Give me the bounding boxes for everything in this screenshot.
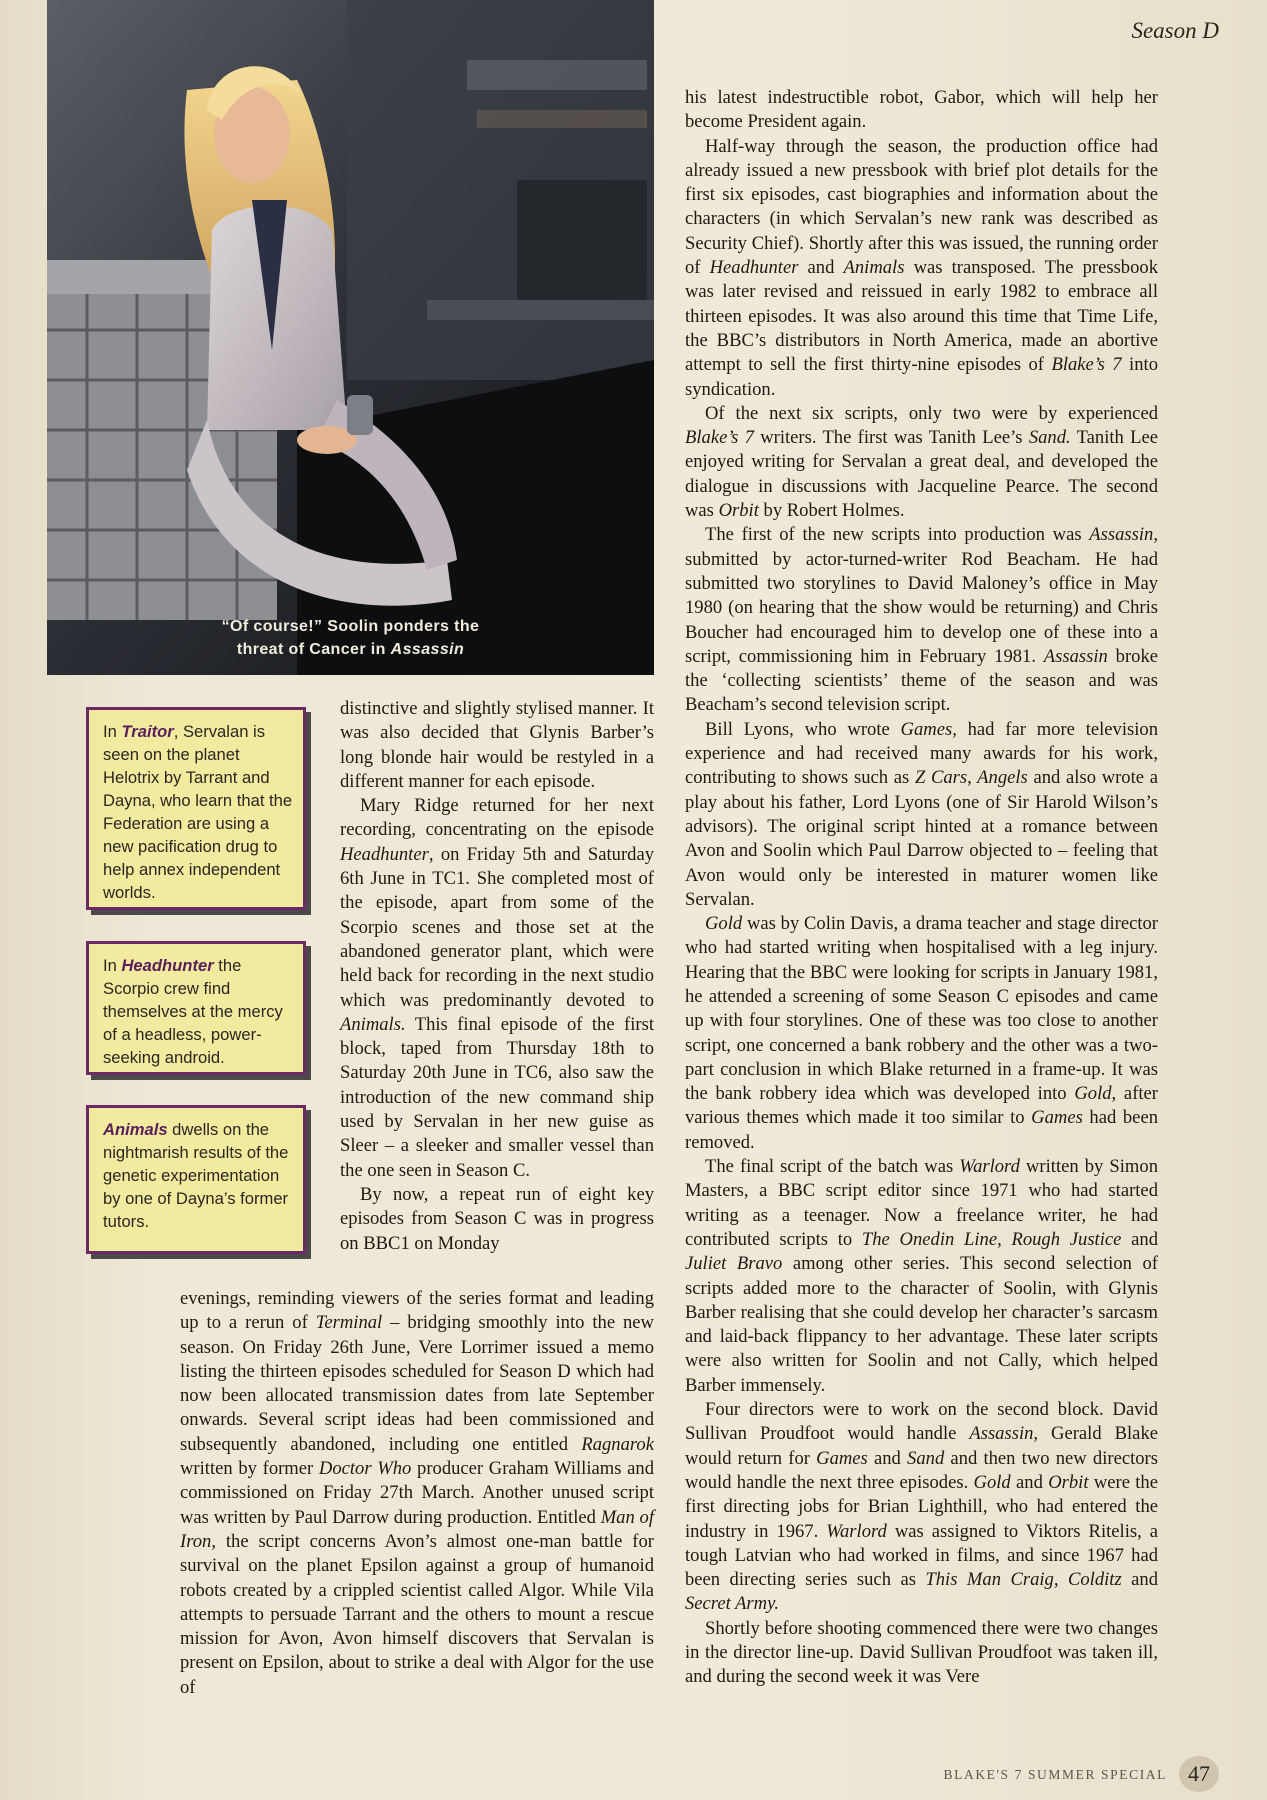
text-run: Four directors were to work on the second block. David Sullivan Proudfoot would handle: [685, 1399, 1158, 1445]
article-column-right: [685, 86, 1158, 1690]
episode-title: Gold,: [1074, 1083, 1117, 1105]
section-header: Season D: [1131, 18, 1219, 43]
text-run: by Robert Holmes.: [758, 500, 905, 522]
episode-title: Animals: [843, 257, 905, 279]
paragraph: [685, 402, 1158, 523]
sidebar-text: , Servalan is seen on the planet Helotrix by Tarrant and Dayna, who learn that the Federation are using a new pacification drug to help annex independent worlds.: [103, 722, 293, 902]
text-run: Shortly before shooting commenced there were two changes in the director line-up. David Sullivan Proudfoot was taken ill, and during the second week it was Vere: [685, 1617, 1158, 1688]
page-number: 47: [1179, 1756, 1219, 1792]
paragraph: [340, 697, 654, 794]
series-title: Blake’s 7: [1051, 354, 1122, 376]
episode-title: Sand: [907, 1447, 945, 1469]
text-run: and: [798, 257, 844, 279]
text-run: Mary Ridge returned for her next recording, concentrating on the episode: [340, 795, 654, 841]
paragraph: [685, 1398, 1158, 1617]
sidebar-box-headhunter: [86, 941, 306, 1075]
series-title: Z Cars, Angels: [914, 767, 1028, 789]
text-run: submitted by actor-turned-writer Rod Beacham. He had submitted two storylines to David Maloney’s office in May 1980 (on hearing that the show would be returning) and Chris Boucher had encouraged him to develop one of these into a script, commissioning him in February 1981.: [685, 548, 1158, 667]
text-run: had far more television experience and had received many awards for his work, contributing to shows such as: [685, 718, 1158, 789]
episode-title: Man of Iron: [180, 1506, 654, 1552]
text-run: written by former: [180, 1458, 319, 1480]
episode-title: Terminal: [315, 1312, 383, 1334]
series-title: Secret Army.: [685, 1593, 779, 1615]
text-run: after various themes which made it too similar to: [685, 1083, 1158, 1129]
paragraph: [685, 523, 1158, 717]
text-run: , the script concerns Avon’s almost one-man battle for survival on the planet Epsilon against a group of humanoid robots created by a crippled scientist called Algor. While Vila attempts to persuade Tarrant and the others to mount a rescue mission for Avon, Avon himself discovers that Servalan is present on Epsilon, about to strike a deal with Algor for the use of: [180, 1530, 654, 1698]
text-run: This final episode of the first block, taped from Thursday 18th to Saturday 20th June in TC6, also saw the introduction of the new command ship used by Servalan in her new guise as Sleer – a sleeker and smaller vessel than the one seen in Season C.: [340, 1013, 654, 1181]
text-run: was assigned to Viktors Ritelis, a tough Latvian who had worked in films, and since 1967 had been directing series such as: [685, 1520, 1158, 1591]
episode-title: Warlord: [959, 1156, 1020, 1178]
sidebar-prefix: In: [103, 956, 122, 975]
episode-title: Games: [816, 1447, 868, 1469]
text-run: Of the next six scripts, only two were by experienced: [705, 402, 1158, 424]
text-run: broke the ‘collecting scientists’ theme of the season and was Beacham’s second television script.: [685, 645, 1159, 716]
caption-line-2: [47, 638, 654, 661]
episode-title: Assassin,: [969, 1423, 1039, 1445]
series-title: Blake’s 7: [685, 427, 754, 449]
text-run: and: [1010, 1471, 1049, 1493]
text-run: written by Simon Masters, a BBC script editor since 1971 who had started writing as a teenager. Now a freelance writer, he had contributed scripts to: [685, 1156, 1158, 1250]
text-run: had been removed.: [685, 1107, 1158, 1153]
series-title: The Onedin Line, Rough Justice: [861, 1228, 1122, 1250]
photo: [47, 0, 654, 675]
episode-title: Orbit: [718, 500, 759, 522]
sidebar-box-traitor: [86, 707, 306, 910]
episode-title: Headhunter: [709, 257, 799, 279]
text-run: and: [1121, 1569, 1158, 1591]
text-run: among other series. This second selection of scripts added more to the character of Soolin, with Glynis Barber realising that she could develop her character’s sarcasm and laid-back flippancy to her advantage. These later scripts were also written for Soolin and not Cally, which helped Barber immensely.: [685, 1253, 1158, 1396]
text-run: and then two new directors would handle the next three episodes.: [685, 1447, 1158, 1493]
photo-caption: [47, 615, 654, 661]
sidebar-box-animals: [86, 1105, 306, 1254]
text-run: evenings, reminding viewers of the series format and leading up to a rerun of: [180, 1288, 654, 1334]
series-title: This Man Craig, Colditz: [925, 1569, 1122, 1591]
paragraph: [685, 718, 1158, 912]
text-run: were the first directing jobs for Brian Lighthill, who had entered the industry in 1967.: [685, 1471, 1158, 1542]
paragraph: [685, 912, 1158, 1155]
text-run: By now, a repeat run of eight key episodes from Season C was in progress on BBC1 on Monday: [340, 1183, 654, 1254]
episode-title: Animals.: [340, 1013, 406, 1035]
text-run: The final script of the batch was: [705, 1156, 960, 1178]
episode-title: Games,: [900, 718, 957, 740]
sidebar-episode-title: Traitor: [121, 722, 174, 741]
text-run: , on Friday 5th and Saturday 6th June in TC1. She completed most of the episode, apart from some of the Scorpio scenes and those set at the abandoned generator plant, which were held back for recording in the next studio which was predominantly devoted to: [340, 843, 654, 1011]
episode-title: Headhunter: [340, 843, 429, 865]
sidebar-episode-title: Animals: [103, 1120, 168, 1139]
episode-title: Gold: [705, 913, 743, 935]
text-run: his latest indestructible robot, Gabor, which will help her become President again.: [685, 87, 1158, 133]
text-run: was by Colin Davis, a drama teacher and stage director who had started writing when hospitalised with a leg injury. Hearing that the BBC were looking for scripts in January 1981, he attended a screening of some Season C episodes and came up with four storylines. One of these was too close to another script, one concerned a bank robbery and the other was a two-part conclusion in which Blake returned in a frame-up. It was the bank robbery idea which was developed into: [685, 913, 1158, 1105]
paragraph: [340, 1183, 654, 1256]
episode-title: Assassin,: [1089, 524, 1158, 546]
caption-line-1: “Of course!” Soolin ponders the: [221, 618, 480, 635]
series-title: Juliet Bravo: [685, 1253, 783, 1275]
episode-title: Assassin: [1043, 645, 1108, 667]
text-run: and: [867, 1447, 908, 1469]
episode-title: Games: [1031, 1107, 1083, 1129]
text-run: Gerald Blake would return for: [685, 1423, 1158, 1469]
paragraph: [685, 1617, 1158, 1690]
article-column-lower: [180, 1287, 654, 1700]
text-run: distinctive and slightly stylised manner. It was also decided that Glynis Barber’s long blonde hair would be restyled in a different manner for each episode.: [340, 698, 654, 792]
text-run: Tanith Lee enjoyed writing for Servalan a great deal, and developed the dialogue in discussions with Jacqueline Pearce. The second was: [685, 427, 1158, 522]
sidebar-text: dwells on the nightmarish results of the genetic experimentation by one of Dayna’s former tutors.: [103, 1120, 289, 1231]
text-run: producer Graham Williams and commissioned on Friday 27th March. Another unused script was written by Paul Darrow during production. Entitled: [180, 1458, 654, 1528]
series-title: Doctor Who: [318, 1458, 412, 1480]
text-run: writers. The first was Tanith Lee’s: [753, 427, 1029, 449]
photo-illustration: [47, 0, 654, 675]
text-run: Half-way through the season, the production office had already issued a new pressbook with brief plot details for the first six episodes, cast biographies and information about the characters (in which Servalan’s new rank was described as Security Chief). Shortly after this was issued, the running order of: [685, 135, 1158, 279]
episode-title: Orbit: [1048, 1471, 1089, 1493]
episode-title: Ragnarok: [581, 1433, 654, 1455]
paragraph: [685, 135, 1158, 402]
text-run: and also wrote a play about his father, Lord Lyons (one of Sir Harold Wilson’s advisors). The original script hinted at a romance between Avon and Soolin which Paul Darrow objected to – feeling that Avon would only be interested in maturer women like Servalan.: [685, 767, 1158, 910]
paragraph: [685, 1155, 1158, 1398]
sidebar-episode-title: Headhunter: [121, 956, 214, 975]
caption-episode-title: Assassin: [390, 641, 465, 658]
sidebar-prefix: In: [103, 722, 122, 741]
paragraph: [685, 86, 1158, 135]
text-run: Bill Lyons, who wrote: [705, 718, 901, 740]
sidebar-text: the Scorpio crew find themselves at the mercy of a headless, power-seeking android.: [103, 956, 283, 1067]
text-run: The first of the new scripts into production was: [705, 524, 1090, 546]
paragraph: [180, 1287, 654, 1700]
episode-title: Gold: [973, 1471, 1011, 1493]
text-run: – bridging smoothly into the new season. On Friday 26th June, Vere Lorrimer issued a memo listing the thirteen episodes scheduled for Season D which had now been allocated transmission dates from late September onwards. Several script ideas had been commissioned and subsequently abandoned, including one entitled: [180, 1312, 654, 1455]
footer-magazine-title: BLAKE'S 7 SUMMER SPECIAL: [943, 1767, 1167, 1782]
article-column-middle: [340, 697, 654, 1256]
text-run: was transposed. The pressbook was later revised and reissued in early 1982 to embrace all thirteen episodes. It was also around this time that Time Life, the BBC’s distributors in North America, made an abortive attempt to sell the first thirty-nine episodes of: [685, 257, 1158, 376]
paragraph: [340, 794, 654, 1183]
text-run: and: [1121, 1228, 1158, 1250]
text-run: into syndication.: [685, 354, 1158, 400]
episode-title: Sand.: [1028, 427, 1071, 449]
episode-title: Warlord: [826, 1520, 887, 1542]
caption-line-2-text: threat of Cancer in: [236, 641, 391, 658]
